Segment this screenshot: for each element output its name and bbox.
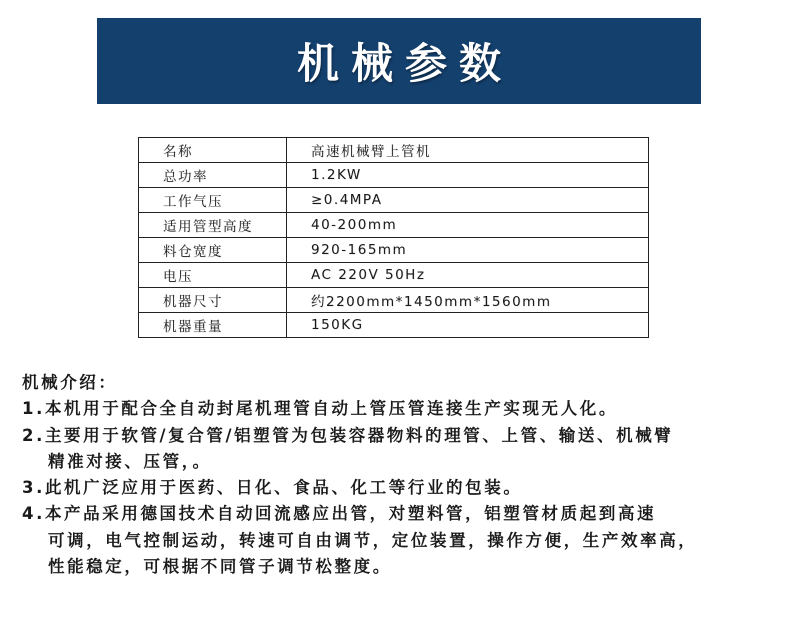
machine-intro [22,370,792,580]
table-row [139,238,649,263]
intro-heading: 机械介绍： [22,373,118,392]
table-row [139,188,649,213]
spec-value: 1.2KW [287,163,649,188]
table-row [139,288,649,313]
spec-label: 总功率 [139,163,287,188]
spec-label: 电压 [139,263,287,288]
intro-item-1: 1.本机用于配合全自动封尾机理管自动上管压管连接生产实现无人化。 [22,399,618,419]
spec-value: 约2200mm*1450mm*1560mm [287,288,649,313]
table-row [139,263,649,288]
title-banner [97,18,701,104]
table-row [139,138,649,163]
spec-label: 机器重量 [139,313,287,338]
spec-label: 机器尺寸 [139,288,287,313]
intro-item-4: 4.本产品采用德国技术自动回流感应出管，对塑料管，铝塑管材质起到高速 [22,504,657,524]
spec-value: 920-165mm [287,238,649,263]
spec-value: AC 220V 50Hz [287,263,649,288]
intro-item-4-continued: 性能稳定，可根据不同管子调节松整度。 [48,557,392,577]
intro-item-2-continued: 精准对接、压管，。 [48,451,212,471]
table-row [139,163,649,188]
intro-item-3: 3.此机广泛应用于医药、日化、食品、化工等行业的包装。 [22,478,523,498]
spec-value: 高速机械臂上管机 [287,138,649,163]
spec-value: ≥0.4MPA [287,188,649,213]
spec-value: 150KG [287,313,649,338]
page-title: 机械参数 [296,39,513,88]
spec-label: 料仓宽度 [139,238,287,263]
spec-label: 适用管型高度 [139,213,287,238]
spec-value: 40-200mm [287,213,649,238]
spec-table [138,137,649,338]
table-row [139,313,649,338]
intro-item-2: 2.主要用于软管/复合管/铝塑管为包装容器物料的理管、上管、输送、机械臂 [22,425,674,445]
table-row [139,213,649,238]
spec-label: 名称 [139,138,287,163]
spec-label: 工作气压 [139,188,287,213]
intro-item-4-continued: 可调，电气控制运动，转速可自由调节，定位装置，操作方便，生产效率高， [48,530,698,550]
